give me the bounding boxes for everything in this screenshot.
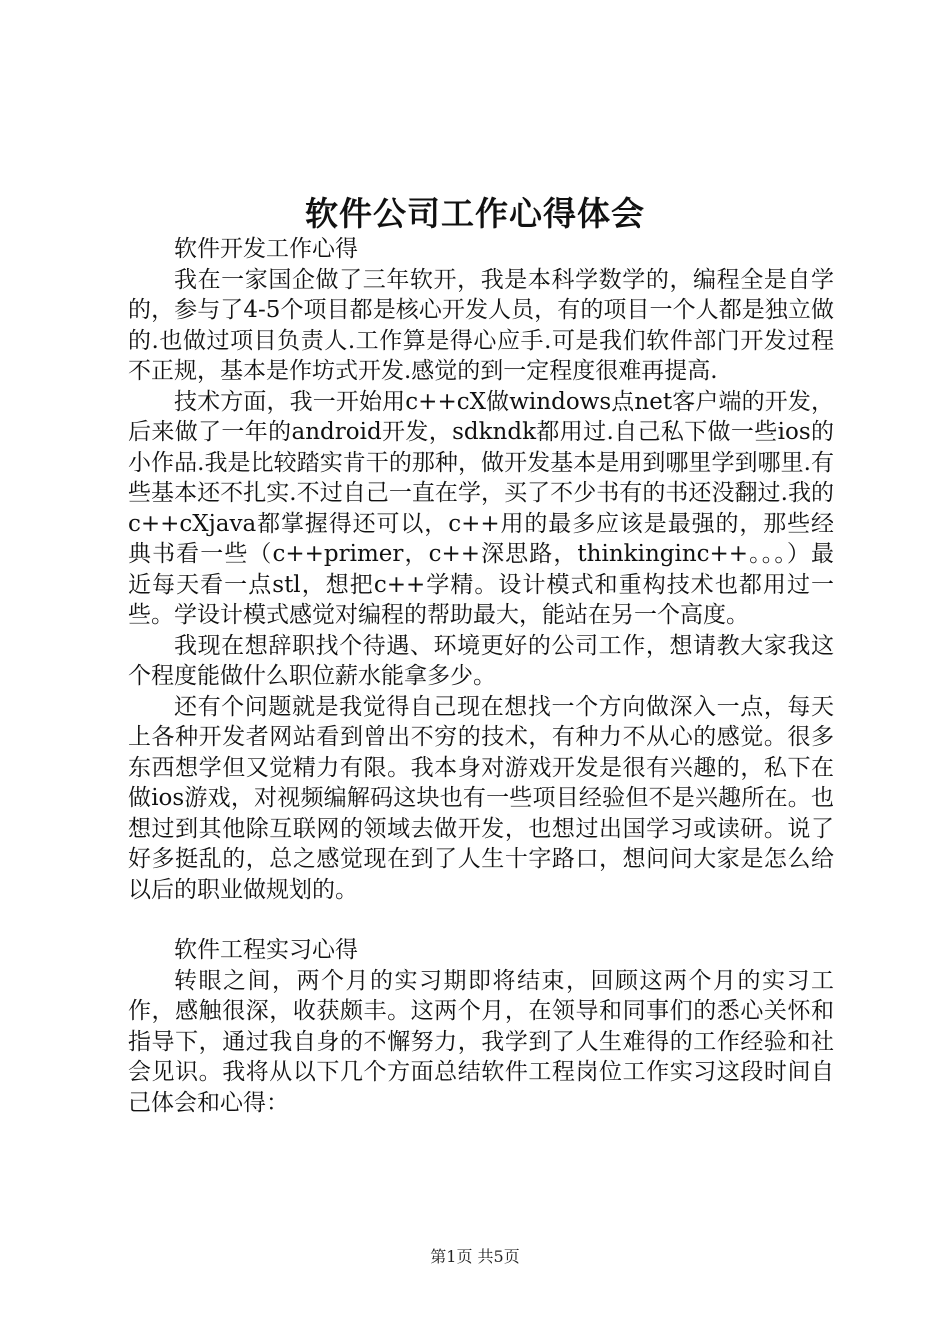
paragraph: 转眼之间，两个月的实习期即将结束，回顾这两个月的实习工作，感触很深，收获颇丰。这两个月，在领导和同事们的悉心关怀和指导下，通过我自身的不懈努力，我学到了人生难得的工作经验和社会见识。我将从以下几个方面总结软件工程岗位工作实习这段时间自己体会和心得： bbox=[128, 967, 834, 1116]
paragraph: 我在一家国企做了三年软开，我是本科学数学的，编程全是自学的，参与了4-5个项目都是核心开发人员，有的项目一个人都是独立做的.也做过项目负责人.工作算是得心应手.可是我们软件部门开发过程不正规，基本是作坊式开发.感觉的到一定程度很难再提高. bbox=[128, 266, 834, 384]
document-body bbox=[128, 234, 834, 1118]
paragraph: 我现在想辞职找个待遇、环境更好的公司工作，想请教大家我这个程度能做什么职位薪水能拿多少。 bbox=[128, 632, 834, 689]
page-number-footer: 第1页 共5页 bbox=[430, 1247, 520, 1266]
paragraph-spacer bbox=[128, 905, 834, 935]
section-heading-2: 软件工程实习心得 bbox=[174, 937, 358, 963]
paragraph: 技术方面，我一开始用c++cX做windows点net客户端的开发，后来做了一年的android开发，sdkndk都用过.自己私下做一些ios的小作品.我是比较踏实肯干的那种，做开发基本是用到哪里学到哪里.有些基本还不扎实.不过自己一直在学，买了不少书有的书还没翻过.我的c++cXjava都掌握得还可以，c++用的最多应该是最强的，那些经典书看一些（c++primer，c++深思路，thinkinginc++。。。）最近每天看一点stl，想把c++学精。设计模式和重构技术也都用过一些。学设计模式感觉对编程的帮助最大，能站在另一个高度。 bbox=[128, 388, 834, 628]
document-title: 软件公司工作心得体会 bbox=[305, 194, 645, 233]
paragraph: 还有个问题就是我觉得自己现在想找一个方向做深入一点，每天上各种开发者网站看到曾出不穷的技术，有种力不从心的感觉。很多东西想学但又觉精力有限。我本身对游戏开发是很有兴趣的，私下在做ios游戏，对视频编解码这块也有一些项目经验但不是兴趣所在。也想过到其他除互联网的领域去做开发，也想过出国学习或读研。说了好多挺乱的，总之感觉现在到了人生十字路口，想问问大家是怎么给以后的职业做规划的。 bbox=[128, 693, 834, 903]
section-heading-1: 软件开发工作心得 bbox=[174, 236, 358, 262]
